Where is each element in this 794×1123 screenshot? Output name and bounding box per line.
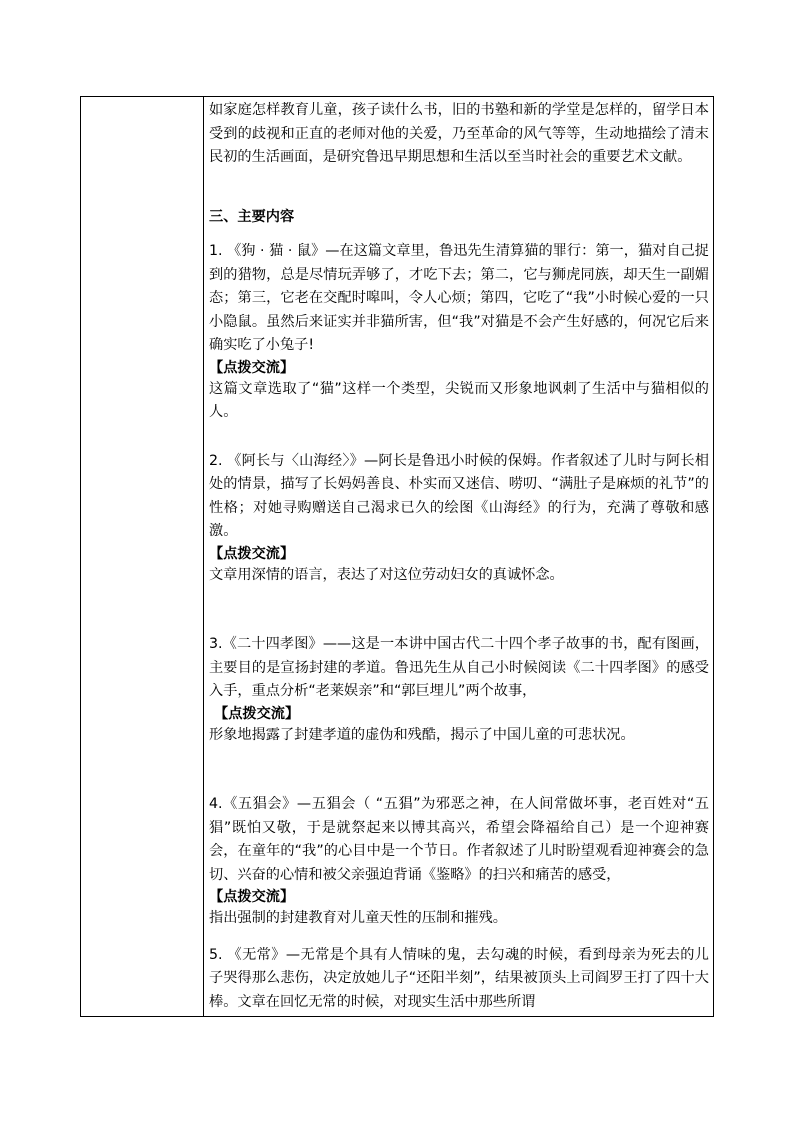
content-cell [209, 99, 709, 1014]
item-3-comment: 形象地揭露了封建孝道的虚伪和残酷，揭示了中国儿童的可悲状况。 [209, 726, 635, 743]
item-3-label: 【点拨交流】 [214, 705, 300, 722]
item-2-label: 【点拨交流】 [209, 545, 295, 562]
item-2-text: 2. 《阿长与〈山海经〉》—阿长是鲁迅小时候的保姆。作者叙述了儿时与阿长相处的情景，描写了长妈妈善良、朴实而又迷信、唠叨、“满肚子是麻烦的礼节”的性格；对她寻购赠送自己渴求已久的绘图《山海经》的行为，充满了尊敬和感激。 [209, 452, 709, 539]
item-4-text: 4.《五猖会》—五猖会（ “五猖”为邪恶之神，在人间常做坏事，老百姓对“五猖”既怕又敬，于是就祭起来以博其高兴，希望会降福给自己）是一个迎神赛会，在童年的“我”的心目中是一个节日。作者叙述了儿时盼望观看迎神赛会的急切、兴奋的心情和被父亲强迫背诵《鉴略》的扫兴和痛苦的感受， [209, 796, 709, 883]
item-2-comment: 文章用深情的语言，表达了对这位劳动妇女的真诚怀念。 [209, 566, 564, 583]
item-4-comment: 指出强制的封建教育对儿童天性的压制和摧残。 [209, 910, 507, 926]
item-1-label: 【点拨交流】 [209, 359, 295, 376]
item-1-comment: 这篇文章选取了“猫”这样一个类型，尖锐而又形象地讽刺了生活中与猫相似的人。 [209, 380, 709, 420]
content-table [80, 96, 714, 1017]
item-1-text: 1. 《狗 · 猫 · 鼠》—在这篇文章里，鲁迅先生清算猫的罪行：第一，猫对自己捉到的猎物，总是尽情玩弄够了，才吃下去；第二，它与狮虎同族，却天生一副媚态；第三，它老在交配时嗥叫，令人心烦；第四，它吃了“我”小时候心爱的一只小隐鼠。虽然后来证实并非猫所害，但“我”对猫是不会产生好感的，何况它后来确实吃了小兔子! [209, 243, 709, 353]
item-5-text: 5. 《无常》—无常是个具有人情味的鬼，去勾魂的时候，看到母亲为死去的儿子哭得那么悲伤，决定放她儿子“还阳半刻”，结果被顶头上司阎罗王打了四十大棒。文章在回忆无常的时候，对现实生活中那些所谓 [209, 946, 709, 1010]
item-4-label: 【点拨交流】 [209, 889, 295, 905]
intro-paragraph: 如家庭怎样教育儿童，孩子读什么书，旧的书塾和新的学堂是怎样的，留学日本受到的歧视和正直的老师对他的关爱，乃至革命的风气等等，生动地描绘了清末民初的生活画面，是研究鲁迅早期思想和生活以至当时社会的重要艺术文献。 [209, 102, 709, 165]
item-3-text: 3.《二十四孝图》——这是一本讲中国古代二十四个孝子故事的书，配有图画，主要目的是宣扬封建的孝道。鲁迅先生从自己小时候阅读《二十四孝图》的感受入手，重点分析“老莱娱亲”和“郭巨埋儿”两个故事， [209, 636, 709, 699]
section-heading: 三、主要内容 [209, 208, 295, 225]
column-divider [203, 97, 204, 1016]
